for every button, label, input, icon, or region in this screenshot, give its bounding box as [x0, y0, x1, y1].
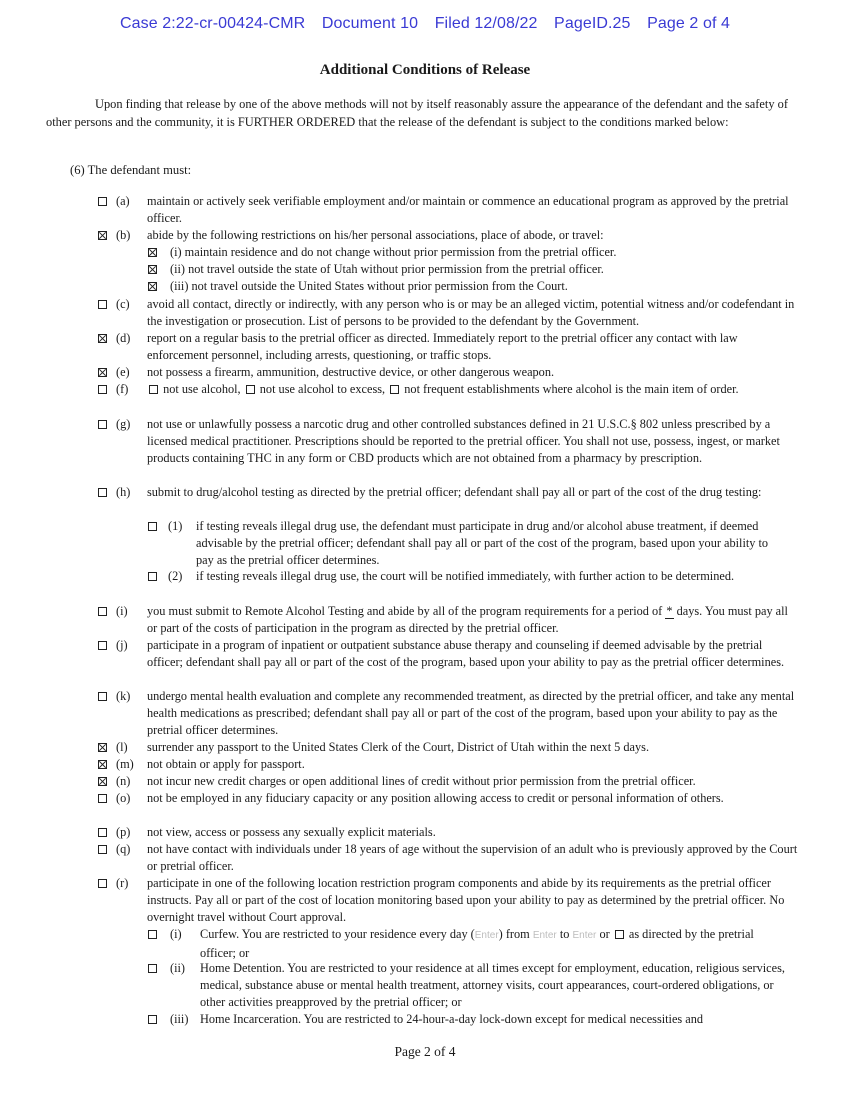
condition-q — [0, 841, 850, 875]
no-establishments-checkbox[interactable] — [390, 385, 399, 394]
condition-letter: (p) — [116, 825, 131, 839]
no-establishments-label: not frequent establishments where alcohol is the main item of order. — [404, 382, 739, 396]
condition-letter: (b) — [116, 228, 131, 242]
no-alcohol-checkbox[interactable] — [149, 385, 158, 394]
condition-r — [0, 875, 850, 926]
case-header — [0, 15, 850, 33]
sub-condition-number: (2) — [168, 569, 183, 583]
filed-date: Filed 12/08/22 — [434, 15, 538, 32]
condition-h-1 — [0, 518, 850, 568]
case-number: Case 2:22-cr-00424-CMR — [119, 15, 306, 32]
header-page-count: Page 2 of 4 — [647, 15, 731, 32]
condition-letter: (i) — [116, 604, 128, 618]
condition-f — [0, 381, 850, 416]
condition-e — [0, 364, 850, 381]
condition-letter: (m) — [116, 757, 134, 771]
days-blank[interactable]: * — [666, 604, 673, 618]
condition-text: not be employed in any fiduciary capacity or any position allowing access to credit or personal information of others. — [147, 791, 724, 805]
condition-letter: (g) — [116, 417, 131, 431]
condition-c-checkbox[interactable] — [98, 300, 107, 309]
curfew-from-field[interactable]: Enter — [532, 930, 557, 941]
condition-text: participate in one of the following location restriction program components and abide by its requirements as the pretrial officer instructs. Pay all or part of the cost of location monitoring based upon your ability to pay as determined by the pretrial officer. No overnight travel without Court approval. — [147, 876, 785, 924]
page-id: PageID.25 — [554, 15, 631, 32]
condition-text: not have contact with individuals under 18 years of age without the supervision of an adult who is previously approved by the Court or pretrial officer. — [147, 842, 798, 873]
condition-text — [147, 381, 799, 398]
condition-n-checkbox[interactable] — [98, 777, 107, 786]
home-incarceration-checkbox[interactable] — [148, 1015, 157, 1024]
no-alcohol-excess-label: not use alcohol to excess, — [259, 382, 386, 396]
condition-h-2 — [0, 568, 850, 603]
condition-letter: (a) — [116, 194, 130, 208]
condition-b-checkbox[interactable] — [98, 231, 107, 240]
condition-text: maintain or actively seek verifiable employment and/or maintain or commence an educational program as approved by the pretrial officer. — [147, 194, 789, 225]
condition-r-i — [0, 926, 850, 960]
condition-o — [0, 790, 850, 824]
condition-letter: (n) — [116, 774, 131, 788]
condition-m — [0, 756, 850, 773]
condition-letter: (k) — [116, 689, 131, 703]
condition-text: participate in a program of inpatient or outpatient substance abuse therapy and counseling if deemed advisable by the pretrial officer; defendant shall pay all or part of the cost of the program, based upon your ability to pay as the pretrial officer determines. — [147, 638, 785, 669]
sub-condition-number: (i) — [170, 927, 182, 941]
no-alcohol-excess-checkbox[interactable] — [246, 385, 255, 394]
sub-condition-text: (ii) not travel outside the state of Utah without prior permission from the pretrial officer. — [170, 262, 604, 276]
condition-letter: (q) — [116, 842, 131, 856]
condition-b-i-checkbox[interactable] — [148, 248, 157, 257]
condition-r-iii — [0, 1011, 850, 1028]
condition-text: report on a regular basis to the pretrial officer as directed. Immediately report to the pretrial officer any contact with law enforcement personnel, including arrests, questioning, or traffic stops. — [147, 331, 738, 362]
condition-b — [0, 227, 850, 244]
condition-letter: (d) — [116, 331, 131, 345]
condition-h-checkbox[interactable] — [98, 488, 107, 497]
condition-j — [0, 637, 850, 688]
sub-condition-text: (i) maintain residence and do not change without prior permission from the pretrial officer. — [170, 245, 617, 259]
condition-letter: (j) — [116, 638, 128, 652]
condition-i-checkbox[interactable] — [98, 607, 107, 616]
condition-text: not incur new credit charges or open additional lines of credit without prior permission from the pretrial officer. — [147, 774, 696, 788]
sub-condition-text: Home Incarceration. You are restricted to 24-hour-a-day lock-down except for medical necessities and — [200, 1012, 704, 1026]
condition-a-checkbox[interactable] — [98, 197, 107, 206]
curfew-checkbox[interactable] — [148, 930, 157, 939]
sub-condition-text: if testing reveals illegal drug use, the defendant must participate in drug and/or alcohol abuse treatment, if deemed advisable by the pretrial officer; defendant shall pay all or part of the cost of the program, based upon your ability to pay as the pretrial officer determines. — [196, 519, 769, 567]
sub-condition-text: if testing reveals illegal drug use, the court will be notified immediately, with further action to be determined. — [196, 569, 735, 583]
condition-o-checkbox[interactable] — [98, 794, 107, 803]
condition-b-iii-checkbox[interactable] — [148, 282, 157, 291]
condition-h-1-checkbox[interactable] — [148, 522, 157, 531]
intro-paragraph: Upon finding that release by one of the above methods will not by itself reasonably assure the appearance of the defendant and the safety of other persons and the community, it is FURTHER ORDERED that the release of the defendant is subject to the conditions marked below: — [46, 97, 788, 129]
section-label: (6) The defendant must: — [70, 163, 192, 177]
condition-l — [0, 739, 850, 756]
condition-text: not use or unlawfully possess a narcotic drug and other controlled substances defined in 21 U.S.C.§ 802 unless prescribed by a licensed medical practitioner. Prescriptions should be reported to the pretrial officer. You shall not use, possess, ingest, or market products containing THC in any form or CBD products which are not obtained from a pharmacy by prescription. — [147, 417, 780, 465]
condition-q-checkbox[interactable] — [98, 845, 107, 854]
condition-letter: (e) — [116, 365, 130, 379]
curfew-to-field[interactable]: Enter — [572, 930, 597, 941]
condition-text: submit to drug/alcohol testing as directed by the pretrial officer; defendant shall pay all or part of the cost of the drug testing: — [147, 485, 762, 499]
condition-b-i — [0, 244, 850, 261]
home-detention-checkbox[interactable] — [148, 964, 157, 973]
condition-a — [0, 193, 850, 227]
condition-text: surrender any passport to the United States Clerk of the Court, District of Utah within the next 5 days. — [147, 740, 650, 754]
sub-condition-text: Home Detention. You are restricted to your residence at all times except for employment, education, religious services, medical, substance abuse or mental health treatment, attorney visits, court appearances, court-ordered obligations, or other activities preapproved by the pretrial officer; or — [200, 961, 785, 1009]
condition-b-ii-checkbox[interactable] — [148, 265, 157, 274]
condition-text: not possess a firearm, ammunition, destructive device, or other dangerous weapon. — [147, 365, 555, 379]
condition-g — [0, 416, 850, 484]
condition-letter: (r) — [116, 876, 129, 890]
condition-h — [0, 484, 850, 518]
page-footer: Page 2 of 4 — [394, 1044, 456, 1059]
condition-h-2-checkbox[interactable] — [148, 572, 157, 581]
condition-p — [0, 824, 850, 841]
condition-k — [0, 688, 850, 739]
sub-condition-text: Curfew. You are restricted to your residence every day (Enter) from Enter to Enter or as directed by the pretrial officer; or — [200, 927, 754, 960]
condition-letter: (f) — [116, 382, 129, 396]
condition-g-checkbox[interactable] — [98, 420, 107, 429]
condition-r-ii — [0, 960, 850, 1011]
condition-j-checkbox[interactable] — [98, 641, 107, 650]
condition-n — [0, 773, 850, 790]
condition-p-checkbox[interactable] — [98, 828, 107, 837]
as-directed-checkbox[interactable] — [615, 930, 624, 939]
sub-condition-number: (iii) — [170, 1012, 189, 1026]
condition-m-checkbox[interactable] — [98, 760, 107, 769]
condition-text: you must submit to Remote Alcohol Testing and abide by all of the program requirements for a period of * days. You must pay all or part of the costs of participation in the program as directed by the pretrial officer. — [147, 604, 788, 635]
page-title: Additional Conditions of Release — [319, 62, 531, 78]
condition-c — [0, 296, 850, 330]
condition-letter: (l) — [116, 740, 128, 754]
condition-f-checkbox[interactable] — [98, 385, 107, 394]
sub-condition-number: (ii) — [170, 961, 186, 975]
condition-text: not view, access or possess any sexually explicit materials. — [147, 825, 436, 839]
condition-letter: (c) — [116, 297, 130, 311]
condition-b-ii — [0, 261, 850, 278]
condition-text: abide by the following restrictions on his/her personal associations, place of abode, or travel: — [147, 228, 604, 242]
condition-i — [0, 603, 850, 637]
condition-text: not obtain or apply for passport. — [147, 757, 305, 771]
condition-text: undergo mental health evaluation and complete any recommended treatment, as directed by the pretrial officer, and take any mental health medications as prescribed; defendant shall pay all or part of the cost of the program, based upon your ability to pay as the pretrial officer determines. — [147, 689, 795, 737]
no-alcohol-label: not use alcohol, — [163, 382, 241, 396]
curfew-days-field[interactable]: Enter — [474, 930, 499, 941]
conditions-list — [0, 193, 850, 1028]
condition-r-checkbox[interactable] — [98, 879, 107, 888]
condition-d-checkbox[interactable] — [98, 334, 107, 343]
condition-l-checkbox[interactable] — [98, 743, 107, 752]
condition-b-iii — [0, 278, 850, 296]
condition-letter: (o) — [116, 791, 131, 805]
condition-e-checkbox[interactable] — [98, 368, 107, 377]
condition-letter: (h) — [116, 485, 131, 499]
document-number: Document 10 — [321, 15, 419, 32]
sub-condition-number: (1) — [168, 519, 183, 533]
sub-condition-text: (iii) not travel outside the United States without prior permission from the Court. — [170, 279, 568, 293]
condition-text: avoid all contact, directly or indirectly, with any person who is or may be an alleged victim, potential witness and/or codefendant in the investigation or prosecution. List of persons to be provided to the defendant by the Government. — [147, 297, 795, 328]
condition-k-checkbox[interactable] — [98, 692, 107, 701]
condition-d — [0, 330, 850, 364]
